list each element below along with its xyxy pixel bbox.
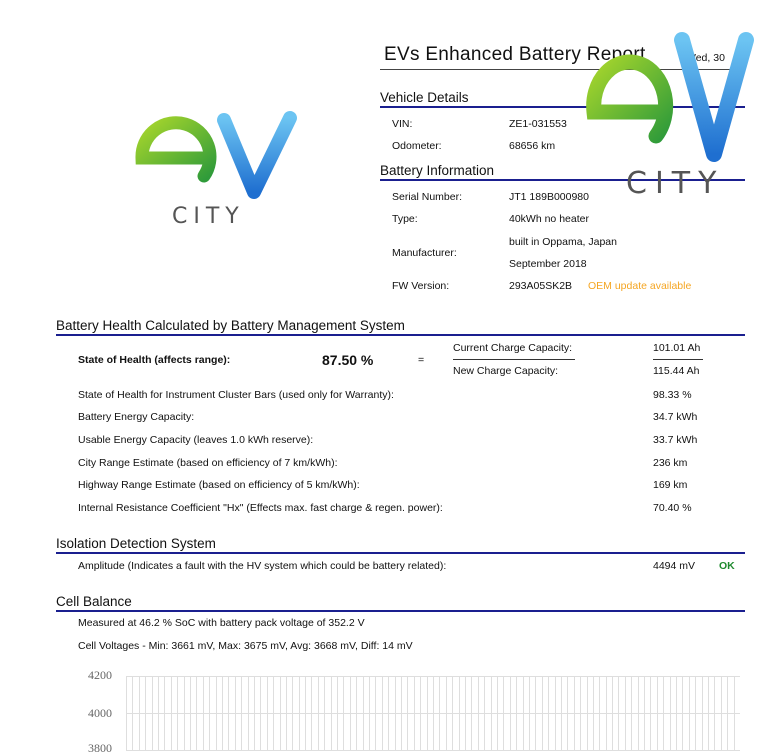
odometer-label: Odometer:: [392, 140, 442, 152]
vin-value: ZE1-031553: [509, 118, 567, 130]
ev-city-logo-small: [124, 108, 304, 230]
isolation-rule: [56, 552, 745, 554]
cell-voltage-chart: [126, 676, 740, 751]
health-row-value: 236 km: [653, 457, 688, 469]
ev-logo-large-mark-icon: [578, 28, 758, 168]
fw-update-link[interactable]: OEM update available: [588, 280, 692, 292]
health-rule: [56, 334, 745, 336]
cell-soc-line: Measured at 46.2 % SoC with battery pack voltage of 352.2 V: [78, 617, 365, 629]
health-row-label: Usable Energy Capacity (leaves 1.0 kWh reserve):: [78, 434, 314, 446]
health-row-value: 70.40 %: [653, 502, 692, 514]
battery-heading: Battery Information: [380, 163, 495, 178]
vehicle-heading: Vehicle Details: [380, 90, 469, 105]
report-date: Wed, 30: [686, 52, 725, 64]
y-tick-label: 4200: [88, 668, 112, 682]
health-row-value: 33.7 kWh: [653, 434, 698, 446]
amplitude-label: Amplitude (Indicates a fault with the HV system which could be battery related):: [78, 560, 447, 572]
health-heading: Battery Health Calculated by Battery Management System: [56, 318, 405, 333]
manufacturer-line2: September 2018: [509, 258, 587, 270]
health-row-value: 169 km: [653, 479, 688, 491]
cell-voltages-line: Cell Voltages - Min: 3661 mV, Max: 3675 mV, Avg: 3668 mV, Diff: 14 mV: [78, 640, 413, 652]
type-value: 40kWh no heater: [509, 213, 589, 225]
amplitude-value: 4494 mV: [653, 560, 696, 572]
fw-label: FW Version:: [392, 280, 450, 292]
health-row-label: State of Health for Instrument Cluster Bars (used only for Warranty):: [78, 389, 394, 401]
y-tick-label: 4000: [88, 706, 112, 720]
serial-label: Serial Number:: [392, 191, 463, 203]
serial-value: JT1 189B000980: [509, 191, 589, 203]
cell-rule: [56, 610, 745, 612]
health-row-label: Battery Energy Capacity:: [78, 411, 195, 423]
isolation-status-badge: OK: [719, 560, 735, 572]
manufacturer-label: Manufacturer:: [392, 247, 457, 259]
new-capacity-value: 115.44 Ah: [653, 365, 700, 377]
logo-large-city-text: CITY: [626, 166, 725, 201]
cell-heading: Cell Balance: [56, 594, 132, 609]
logo-city-text: CITY: [172, 204, 245, 229]
ev-city-logo-large: [578, 28, 758, 210]
soh-label: State of Health (affects range):: [78, 354, 231, 366]
fraction-line-left: [453, 359, 575, 360]
soh-value: 87.50 %: [322, 352, 374, 368]
fw-value: 293A05SK2B: [509, 280, 573, 292]
health-row-label: Highway Range Estimate (based on efficiency of 5 km/kWh):: [78, 479, 360, 491]
odometer-value: 68656 km: [509, 140, 556, 152]
ev-logo-mark-icon: [124, 108, 304, 204]
equals-sign: =: [418, 354, 425, 366]
report-title: EVs Enhanced Battery Report: [384, 44, 646, 65]
isolation-heading: Isolation Detection System: [56, 536, 216, 551]
vin-label: VIN:: [392, 118, 413, 130]
health-row-label: City Range Estimate (based on efficiency of 7 km/kWh):: [78, 457, 338, 469]
current-capacity-label: Current Charge Capacity:: [453, 342, 573, 354]
health-row-value: 34.7 kWh: [653, 411, 698, 423]
health-row-label: Internal Resistance Coefficient "Hx" (Effects max. fast charge & regen. power):: [78, 502, 443, 514]
manufacturer-line1: built in Oppama, Japan: [509, 236, 617, 248]
current-capacity-value: 101.01 Ah: [653, 342, 701, 354]
y-tick-label: 3800: [88, 741, 112, 755]
health-row-value: 98.33 %: [653, 389, 692, 401]
new-capacity-label: New Charge Capacity:: [453, 365, 559, 377]
type-label: Type:: [392, 213, 418, 225]
fraction-line-right: [653, 359, 703, 360]
